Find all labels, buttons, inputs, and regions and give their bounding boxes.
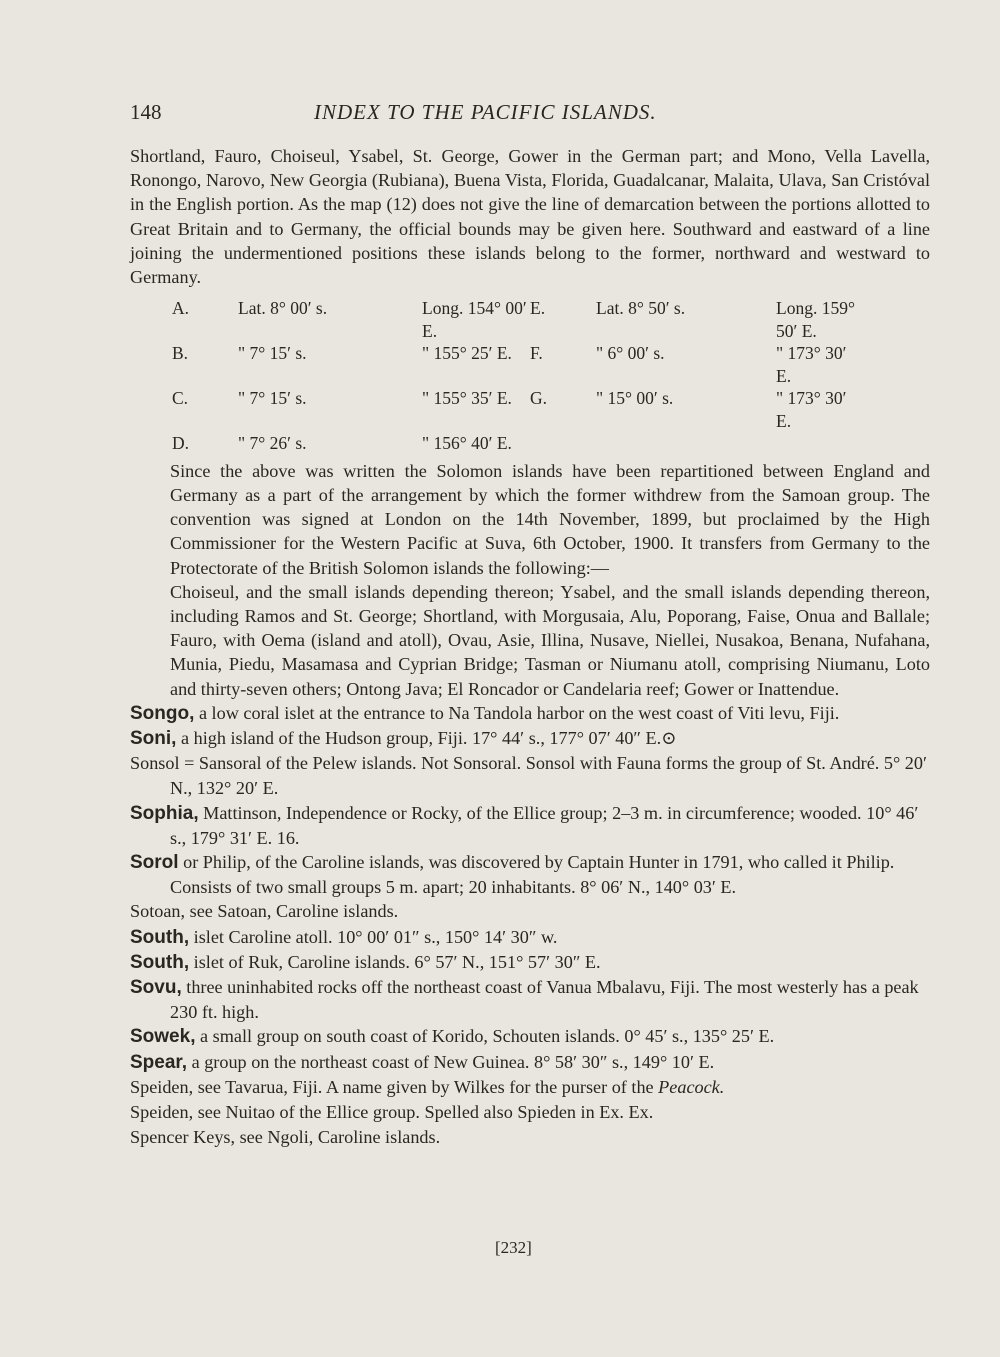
coord-cell: D. <box>172 433 190 454</box>
intro-paragraph: Shortland, Fauro, Choiseul, Ysabel, St. George, Gower in the German part; and Mono, Vella Lavella, Ronongo, Narovo, New Georgia (Rubiana), Buena Vista, Florida, Guadalcanar, Malaita, Ulava, San Cristóval in the English portion. As the map (12) does not give the line of demarcation between the portions allotted to Great Britain and to Germany, the official bounds may be given here. Southward and eastward of a line joining the undermentioned positions these islands belong to the former, northward and westward to Germany. <box>130 146 930 288</box>
since-paragraph: Since the above was written the Solomon islands have been repartitioned between England and Germany as a part of the arrangement by which the former withdrew from the Samoan group. The convention was signed at London on the 14th November, 1899, but proclaimed by the High Commissioner for the Western Pacific at Suva, 6th October, 1900. It transfers from Germany to the Protectorate of the British Solomon islands the following:— <box>170 460 930 578</box>
entry-text: islet of Ruk, Caroline islands. 6° 57′ N., 151° 57′ 30″ E. <box>189 951 601 972</box>
entry-text: Speiden, see Nuitao of the Ellice group. Spelled also Spieden in Ex. Ex. <box>130 1102 654 1122</box>
index-entry <box>130 1024 930 1049</box>
entry-text: Speiden, see Tavarua, Fiji. A name given by Wilkes for the purser of the <box>130 1076 659 1097</box>
index-entry <box>130 1100 930 1125</box>
entry-text: Mattinson, Independence or Rocky, of the Ellice group; 2–3 m. in circumference; wooded. 10° 46′ s., 179° 31′ E. 16. <box>170 802 919 848</box>
coord-cell: Long. 154° 00′ E. <box>422 298 527 341</box>
entry-text: Spencer Keys, see Ngoli, Caroline islands. <box>130 1127 441 1148</box>
entry-italic-text: Peacock. <box>658 1076 725 1097</box>
entry-headword: Songo, <box>130 702 195 724</box>
entry-headword: Sovu, <box>130 976 182 998</box>
index-entry <box>130 950 930 975</box>
page-body <box>130 144 930 1150</box>
coord-cell: " 156° 40′ E. <box>422 433 512 454</box>
coord-cell: Long. 159° 50′ E. <box>776 298 855 341</box>
entry-text: Sonsol = Sansoral of the Pelew islands. Not Sonsoral. Sonsol with Fauna forms the group of St. André. 5° 20′ N., 132° 20′ E. <box>130 753 927 799</box>
coord-cell: " 6° 00′ s. <box>596 343 665 364</box>
entry-text: a high island of the Hudson group, Fiji. 17° 44′ s., 177° 07′ 40″ E.⊙ <box>176 727 677 748</box>
index-entry <box>130 1050 930 1075</box>
index-entry <box>130 751 930 800</box>
index-entries <box>130 701 930 1151</box>
coord-cell: " 155° 25′ E. <box>422 343 512 364</box>
coord-cell: " 15° 00′ s. <box>596 388 674 409</box>
choiseul-paragraph: Choiseul, and the small islands depending thereon; Ysabel, and the small islands depending thereon, including Ramos and St. George; Shortland, with Morgusaia, Alu, Poporang, Faise, Onua and Ballale; Fauro, with Oema (island and atoll), Ovau, Asie, Illina, Nusave, Niellei, Nusakoa, Benana, Nufahana, Munia, Piedu, Masamasa and Cyprian Bridge; Tasman or Niumanu atoll, comprising Niumanu, Loto and thirty-seven others; Ontong Java; El Roncador or Candelaria reef; Gower or Inattendue. <box>170 581 930 699</box>
entry-text: a low coral islet at the entrance to Na Tandola harbor on the west coast of Viti levu, Fiji. <box>194 702 840 723</box>
entry-text: three uninhabited rocks off the northeast coast of Vanua Mbalavu, Fiji. The most westerly has a peak 230 ft. high. <box>170 976 919 1023</box>
coordinates-table <box>172 297 930 455</box>
entry-text: or Philip, of the Caroline islands, was discovered by Captain Hunter in 1791, who called it Philip. Consists of two small groups 5 m. apart; 20 inhabitants. 8° 06′ N., 140° 03′ E. <box>170 851 895 898</box>
coord-cell: " 7° 26′ s. <box>238 433 307 454</box>
index-entry <box>130 726 930 751</box>
coord-cell: " 173° 30′ E. <box>776 343 847 386</box>
coord-cell: G. <box>530 388 548 409</box>
coord-cell: " 7° 15′ s. <box>238 388 307 409</box>
entry-text: a small group on south coast of Korido, Schouten islands. 0° 45′ s., 135° 25′ E. <box>195 1026 775 1047</box>
coord-cell: Lat. 8° 00′ s. <box>238 298 328 319</box>
coord-cell: F. <box>530 343 543 364</box>
entry-headword: Sophia, <box>130 802 199 824</box>
signature-mark: [232] <box>495 1238 532 1257</box>
coord-cell: " 155° 35′ E. <box>422 388 512 409</box>
entry-headword: Sorol <box>130 851 179 873</box>
index-entry <box>130 850 930 899</box>
entry-headword: South, <box>130 951 190 973</box>
index-entry <box>130 701 930 726</box>
running-title: INDEX TO THE PACIFIC ISLANDS. <box>314 100 657 124</box>
entry-headword: Spear, <box>130 1051 188 1073</box>
entry-text: a group on the northeast coast of New Guinea. 8° 58′ 30″ s., 149° 10′ E. <box>187 1051 715 1072</box>
coord-cell: B. <box>172 343 189 364</box>
coord-cell: " 7° 15′ s. <box>238 343 307 364</box>
coord-cell: C. <box>172 388 189 409</box>
coord-cell: E. <box>530 298 546 319</box>
entry-text: Sotoan, see Satoan, Caroline islands. <box>130 901 399 922</box>
entry-headword: Sowek, <box>130 1026 196 1048</box>
entry-headword: South, <box>130 926 190 948</box>
entry-headword: Soni, <box>130 727 177 749</box>
index-entry <box>130 925 930 950</box>
index-entry <box>130 975 930 1024</box>
coord-cell: " 173° 30′ E. <box>776 388 847 431</box>
index-entry <box>130 1075 930 1100</box>
page-number: 148 <box>130 100 162 124</box>
coord-cell: A. <box>172 298 190 319</box>
coord-cell: Lat. 8° 50′ s. <box>596 298 686 319</box>
entry-text: islet Caroline atoll. 10° 00′ 01″ s., 150° 14′ 30″ w. <box>189 926 558 947</box>
page-header <box>130 100 930 130</box>
index-entry <box>130 899 930 924</box>
index-entry <box>130 801 930 850</box>
index-entry <box>130 1125 930 1150</box>
